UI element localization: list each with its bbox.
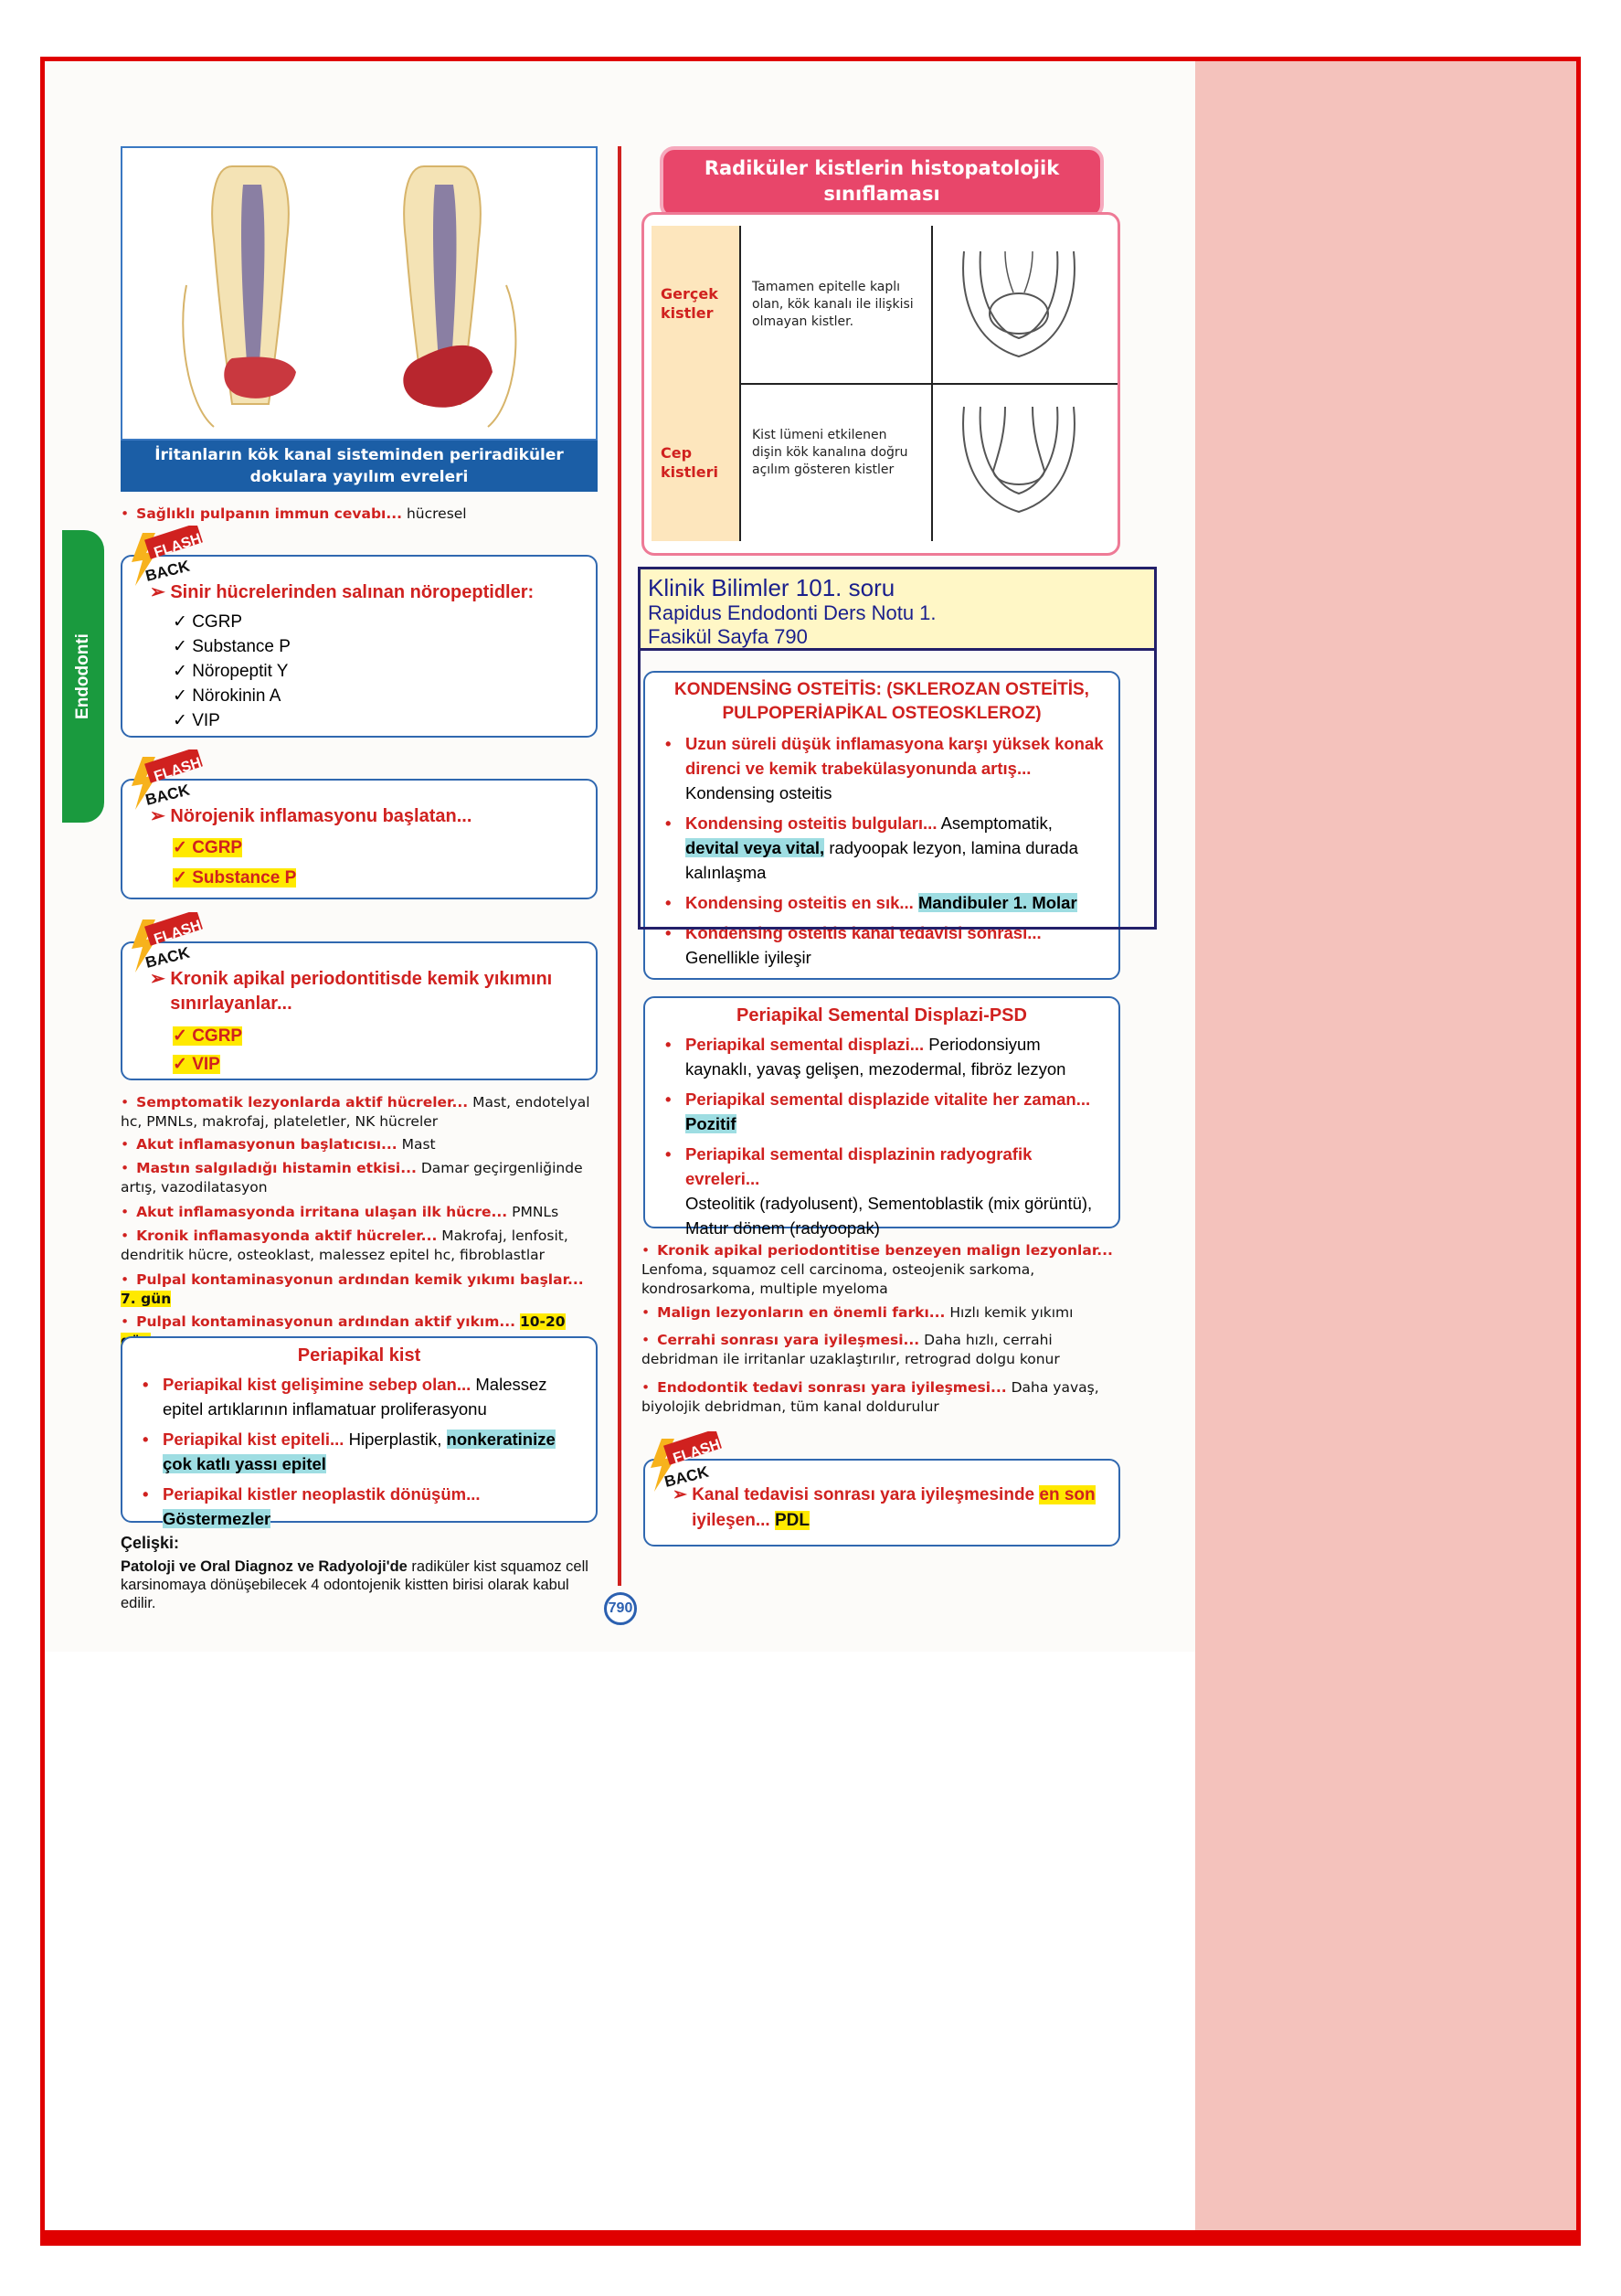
section-tab-label: Endodonti: [73, 633, 92, 719]
list-item: • Kondensing osteitis en sık... Mandibuler 1. Molar: [685, 890, 1107, 915]
bone-resorption-list: [173, 1024, 242, 1077]
list-item: ✓ Nöropeptit Y: [173, 662, 289, 681]
cyst-label-column: [652, 226, 739, 541]
note-outline: [638, 651, 1157, 930]
neuropeptide-list: [173, 610, 291, 733]
list-item: • Periapikal semental displazi... Periodonsiyum kaynaklı, yavaş gelişen, mezodermal, fibröz lezyon: [685, 1032, 1107, 1081]
list-item: • Periapikal kist gelişimine sebep olan... Malessez epitel artıklarının inflamatuar proliferasyonu: [163, 1372, 585, 1421]
list-item: • Akut inflamasyonun başlatıcısı... Mast: [121, 1136, 436, 1153]
box-title: Periapikal kist: [297, 1345, 421, 1366]
flashback-title: ➢ Kronik apikal periodontitisde kemik yıkımını sınırlayanlar...: [150, 969, 553, 1014]
flashback-badge-icon: [645, 1431, 727, 1495]
pocket-cyst-drawing: [955, 398, 1083, 521]
svg-text:BACK: BACK: [143, 557, 192, 585]
box-title: Periapikal Semental Displazi-PSD: [736, 1005, 1027, 1026]
list-item: • Pulpal kontaminasyonun ardından aktif yıkım... 10-20: [121, 1313, 598, 1351]
svg-text:FLASH: FLASH: [152, 531, 204, 561]
flashback-badge-icon: [126, 912, 208, 976]
tooth-right: [403, 166, 493, 408]
tooth-left: [212, 166, 296, 404]
cyst-desc-pocket: Kist lümeni etkilenen dişin kök kanalına doğru açılım gösteren kistler: [752, 428, 908, 477]
list-item: • Periapikal semental displazinin radyografik evreleri... Osteolitik (radyolusent), Sementoblastik (mix görüntü), Matur dönem (radyoopak): [685, 1142, 1107, 1240]
list-item: • Kronik apikal periodontitise benzeyen malign lezyonlar... Lenfoma, squamoz cell carcinoma, osteojenik sarkoma, kondrosarkoma, multiple myeloma: [641, 1242, 1113, 1297]
list-item: • Periapikal semental displazide vitalite her zaman... Pozitif: [685, 1087, 1107, 1136]
list-item: • Pulpal kontaminasyonun ardından kemik yıkımı başlar... 7. gün: [121, 1271, 584, 1307]
cyst-label-pocket: Cep kistleri: [661, 444, 719, 481]
cyst-desc-true: Tamamen epitelle kaplı olan, kök kanalı ile ilişkisi olmayan kistler.: [752, 280, 914, 329]
list-item: ✓ CGRP: [173, 612, 243, 632]
cyst-label-true: Gerçek kistler: [661, 285, 718, 322]
list-item: • Cerrahi sonrası yara iyileşmesi... Daha hızlı, cerrahi debridman ile irritanlar uzaklaştırılır, retrograd dolgu konur: [641, 1332, 1060, 1367]
neurogenic-list: [173, 835, 296, 890]
svg-text:BACK: BACK: [143, 943, 192, 972]
bottom-bar: [40, 2230, 1581, 2246]
flashback-title: ➢ Nörojenik inflamasyonu başlatan...: [150, 806, 472, 826]
list-item: ✓ CGRP: [173, 838, 243, 857]
svg-text:FLASH: FLASH: [152, 755, 204, 785]
note-line: Klinik Bilimler 101. soru: [648, 574, 895, 601]
list-item: ✓ VIP: [173, 1055, 220, 1074]
list-item: • Uzun süreli düşük inflamasyona karşı yüksek konak direnci ve kemik trabekülasyonunda artış... Kondensing osteitis: [685, 731, 1107, 805]
svg-text:FLASH: FLASH: [152, 918, 204, 948]
list-item: • Sağlıklı pulpanın immun cevabı... hücresel: [121, 505, 467, 522]
periapical-cyst-box: [121, 1336, 598, 1528]
note-line: Rapidus Endodonti Ders Notu 1.: [648, 601, 937, 624]
teeth-drawing: [122, 148, 596, 439]
figure-caption: İritanların kök kanal sisteminden periradiküler dokulara yayılım evreleri: [121, 441, 598, 492]
conflict-heading: Çelişki:: [121, 1534, 180, 1552]
svg-text:FLASH: FLASH: [671, 1437, 723, 1467]
column-divider: [618, 146, 621, 1586]
source-note: [638, 567, 1157, 651]
list-item: • Endodontik tedavi sonrası yara iyileşmesi... Daha yavaş, biyolojik debridman, tüm kanal doldurulur: [641, 1379, 1099, 1415]
psd-box: [643, 996, 1120, 1238]
list-item: • Kondensing osteitis kanal tedavisi sonrası... Genellikle iyileşir: [685, 920, 1107, 970]
flashback-badge-icon: [126, 526, 208, 590]
list-item: ✓ CGRP: [173, 1026, 243, 1046]
list-item: • Kronik inflamasyonda aktif hücreler... Makrofaj, lenfosit, dendritik hücre, osteoklast, malessez epitel hc, fibroblastlar: [121, 1228, 568, 1263]
note-line: Fasikül Sayfa 790: [648, 625, 808, 648]
cyst-classification-title: Radiküler kistlerin histopatolojik sınıflaması: [660, 146, 1104, 219]
list-item: • Periapikal kistler neoplastik dönüşüm... Göstermezler: [163, 1482, 585, 1531]
side-panel: [1195, 61, 1576, 2230]
list-item: ✓ Substance P: [173, 868, 297, 888]
flashback-title: ➢ Kanal tedavisi sonrası yara iyileşmesinde en son iyileşen... PDL: [673, 1485, 1096, 1530]
svg-text:BACK: BACK: [662, 1462, 711, 1491]
box-title: KONDENSİNG OSTEİTİS: (SKLEROZAN OSTEİTİS, PULPOPERİAPİKAL OSTEOSKLEROZ): [674, 680, 1089, 723]
table-divider: [739, 383, 1120, 385]
flashback-badge-icon: [126, 749, 208, 813]
list-item: • Periapikal kist epiteli... Hiperplastik, nonkeratinize çok katlı yassı epitel: [163, 1427, 585, 1476]
conflict-note: Çelişki: Patoloji ve Oral Diagnoz ve Radyoloji'de radiküler kist squamoz cell karsinomaya dönüşebilecek 4 odontojenik kistten birisi olarak kabul edilir.: [121, 1534, 596, 1612]
list-item: • Mastın salgıladığı histamin etkisi... Damar geçirgenliğinde artış, vazodilatasyon: [121, 1160, 583, 1196]
svg-text:BACK: BACK: [143, 781, 192, 809]
cyst-classification-table: [641, 212, 1120, 556]
page-number: 790: [604, 1592, 637, 1625]
tooth-illustration: [121, 146, 598, 441]
section-tab: [62, 530, 104, 823]
list-item: • Kondensing osteitis bulguları... Asemptomatik, devital veya vital, radyoopak lezyon, lamina durada kalınlaşma: [685, 811, 1107, 885]
list-item: • Semptomatik lezyonlarda aktif hücreler... Mast, endotelyal hc, PMNLs, makrofaj, plateletler, NK hücreler: [121, 1094, 590, 1130]
flashback-title: ➢ Sinir hücrelerinden salınan nöropeptidler:: [150, 582, 535, 602]
list-item: • Malign lezyonların en önemli farkı... Hızlı kemik yıkımı: [641, 1304, 1074, 1321]
list-item: ✓ Substance P: [173, 637, 291, 656]
list-item: ✓ VIP: [173, 711, 220, 730]
true-cyst-drawing: [955, 242, 1083, 366]
list-item: ✓ Nörokinin A: [173, 686, 281, 706]
list-item: • Akut inflamasyonda irritana ulaşan ilk hücre... PMNLs: [121, 1204, 559, 1220]
